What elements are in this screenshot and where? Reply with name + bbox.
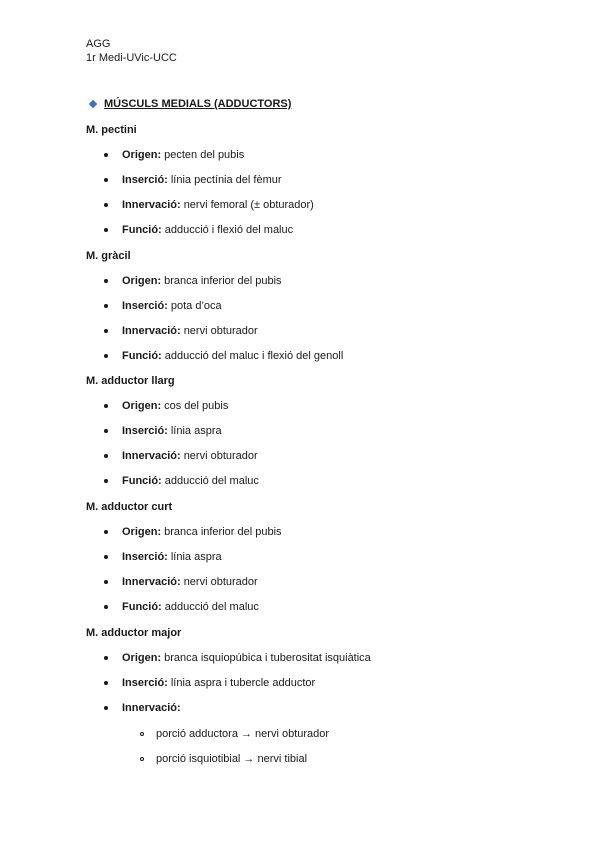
item-label: Origen:: [122, 400, 162, 412]
item-label: Innervació:: [122, 325, 181, 337]
item-value: branca isquiopúbica i tuberositat isquiàtica: [164, 652, 371, 664]
item-value: línia aspra: [170, 425, 222, 437]
item-value: línia aspra: [170, 551, 222, 563]
list-item: [104, 526, 282, 538]
item-label: Innervació:: [122, 576, 181, 588]
item-label: Funció:: [122, 475, 162, 487]
bullet-icon: [104, 279, 108, 283]
list-item: [104, 275, 282, 287]
item-value: nervi obturador: [183, 450, 258, 462]
item-value: línia aspra i tubercle adductor: [170, 677, 316, 689]
item-value: nervi obturador: [183, 325, 258, 337]
list-item: [104, 149, 244, 161]
sub-item-text: porció adductora → nervi obturador: [156, 728, 330, 740]
muscle-heading: M. adductor llarg: [86, 375, 175, 387]
bullet-icon: [104, 178, 108, 182]
item-value: adducció i flexió del maluc: [164, 224, 294, 236]
item-value: adducció del maluc i flexió del genoll: [164, 350, 344, 362]
section-title: [86, 98, 291, 110]
muscle-heading: M. gràcil: [86, 250, 131, 262]
bullet-icon: [104, 555, 108, 559]
diamond-bullet-icon: [89, 100, 97, 108]
item-value: línia pectínia del fèmur: [170, 174, 282, 186]
bullet-icon: [104, 404, 108, 408]
item-label: Origen:: [122, 652, 162, 664]
circle-bullet-icon: [140, 732, 144, 736]
bullet-icon: [104, 681, 108, 685]
bullet-icon: [104, 530, 108, 534]
list-item: [104, 199, 314, 211]
item-value: pota d’oca: [170, 300, 222, 312]
list-item: [104, 475, 259, 487]
bullet-icon: [104, 454, 108, 458]
item-label: Innervació:: [122, 450, 181, 462]
bullet-icon: [104, 656, 108, 660]
item-value: cos del pubis: [164, 400, 229, 412]
sub-list-item: [140, 753, 307, 765]
bullet-icon: [104, 580, 108, 584]
bullet-icon: [104, 304, 108, 308]
item-value: nervi obturador: [183, 576, 258, 588]
bullet-icon: [104, 228, 108, 232]
list-item: [104, 576, 258, 588]
list-item: [104, 325, 258, 337]
list-item: [104, 400, 228, 412]
item-label: Funció:: [122, 224, 162, 236]
list-item: [104, 425, 222, 437]
list-item: [104, 677, 315, 689]
bullet-icon: [104, 354, 108, 358]
muscle-heading: M. adductor curt: [86, 501, 173, 513]
circle-bullet-icon: [140, 757, 144, 761]
item-label: Inserció:: [122, 174, 168, 186]
list-item: [104, 350, 343, 362]
bullet-icon: [104, 605, 108, 609]
list-item: [104, 450, 258, 462]
bullet-icon: [104, 706, 108, 710]
item-value: adducció del maluc: [164, 475, 259, 487]
list-item: [104, 652, 371, 664]
item-label: Inserció:: [122, 551, 168, 563]
item-label: Origen:: [122, 526, 162, 538]
sub-item-text: porció isquiotibial → nervi tibial: [156, 753, 308, 765]
item-label: Origen:: [122, 275, 162, 287]
bullet-icon: [104, 203, 108, 207]
list-item: [104, 300, 222, 312]
item-value: pecten del pubis: [164, 149, 245, 161]
course-info: 1r Medi-UVic-UCC: [86, 52, 177, 64]
item-label: Innervació:: [122, 702, 181, 714]
bullet-icon: [104, 429, 108, 433]
list-item: [104, 224, 293, 236]
section-title-text: MÚSCULS MEDIALS (ADDUCTORS): [104, 98, 292, 110]
muscle-heading: M. adductor major: [86, 627, 182, 639]
bullet-icon: [104, 153, 108, 157]
sub-list-item: [140, 728, 329, 740]
bullet-icon: [104, 329, 108, 333]
item-label: Funció:: [122, 350, 162, 362]
item-value: nervi femoral (± obturador): [183, 199, 314, 211]
list-item: [104, 174, 282, 186]
item-label: Innervació:: [122, 199, 181, 211]
item-value: branca inferior del pubis: [164, 275, 282, 287]
item-label: Funció:: [122, 601, 162, 613]
item-label: Inserció:: [122, 300, 168, 312]
item-value: adducció del maluc: [164, 601, 259, 613]
author-initials: AGG: [86, 38, 111, 50]
muscle-heading: M. pectini: [86, 124, 137, 136]
bullet-icon: [104, 479, 108, 483]
item-label: Origen:: [122, 149, 162, 161]
item-label: Inserció:: [122, 677, 168, 689]
item-label: Inserció:: [122, 425, 168, 437]
list-item: [104, 702, 184, 714]
list-item: [104, 601, 259, 613]
list-item: [104, 551, 222, 563]
item-value: branca inferior del pubis: [164, 526, 282, 538]
